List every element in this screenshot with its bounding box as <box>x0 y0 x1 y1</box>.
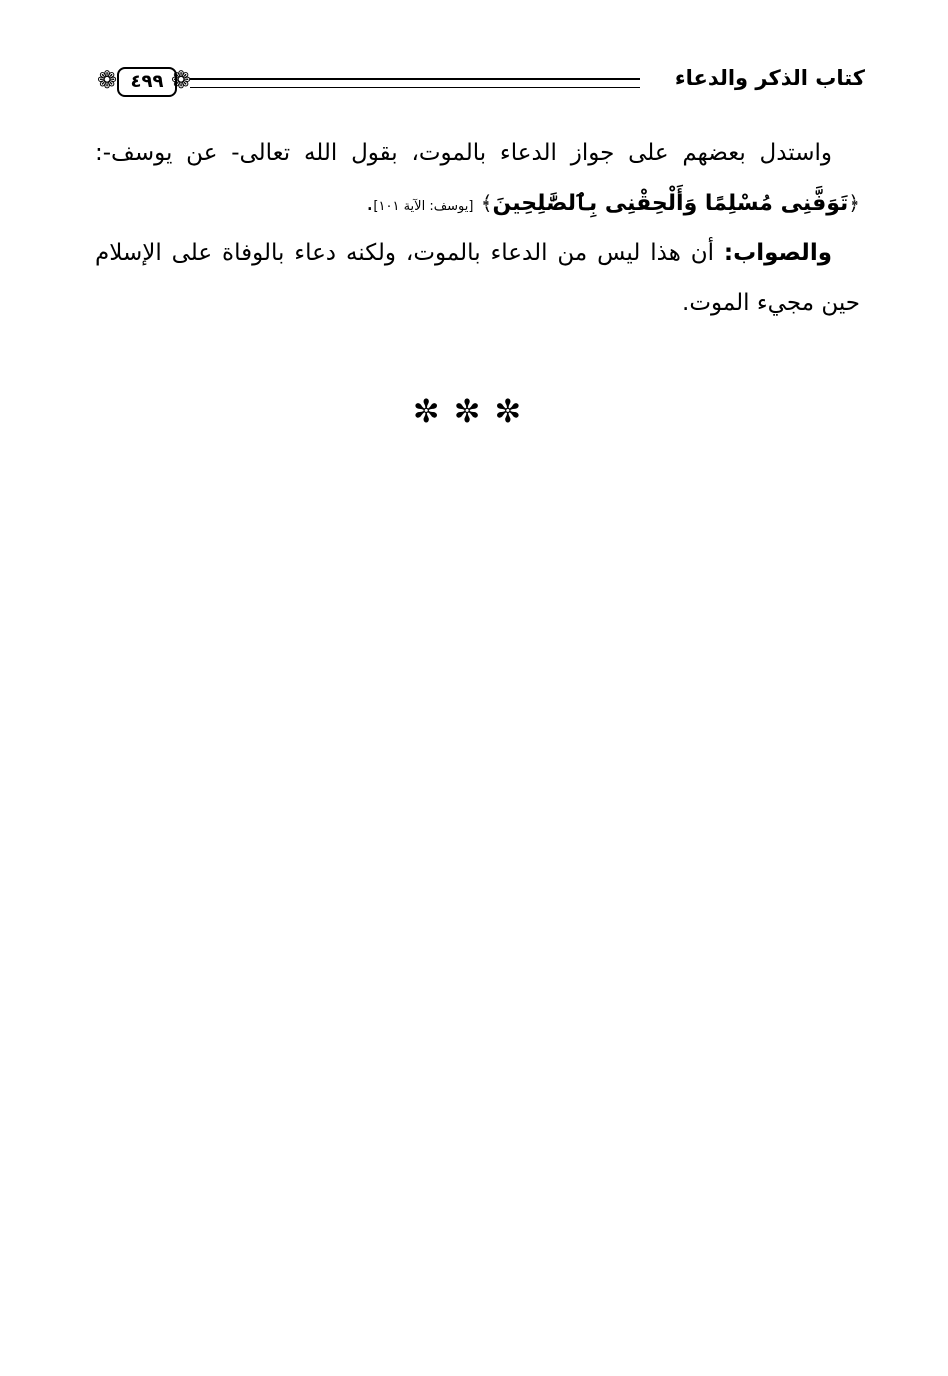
paragraph-correct-view <box>95 228 860 328</box>
book-title: كتاب الذكر والدعاء <box>674 66 865 90</box>
header-divider <box>190 78 640 88</box>
paragraph-evidence <box>95 128 860 232</box>
ornament-icon: ❁ <box>171 66 192 94</box>
page-number: ٤٩٩ <box>117 67 177 97</box>
correct-view-label: والصواب: <box>723 240 832 266</box>
page-number-badge <box>95 58 195 104</box>
page-header <box>95 58 865 108</box>
paragraph-text: أن هذا ليس من الدعاء بالموت، ولكنه دعاء بالوفاة على الإسلام حين مجيء الموت. <box>95 240 860 316</box>
quran-open-bracket: ﴿ <box>848 191 860 215</box>
sentence-end: . <box>366 190 374 216</box>
quran-verse: تَوَفَّنِى مُسْلِمًا وَأَلْحِقْنِى بِٱلصَّٰلِحِينَ <box>492 191 849 216</box>
ornament-icon: ❁ <box>97 66 118 94</box>
verse-reference: [يوسف: الآية ١٠١] <box>373 199 474 214</box>
quran-close-bracket: ﴾ <box>480 191 493 215</box>
section-separator-stars: ✼✼✼ <box>412 392 536 430</box>
paragraph-text: واستدل بعضهم على جواز الدعاء بالموت، بقول الله تعالى- عن يوسف-: <box>95 140 832 166</box>
